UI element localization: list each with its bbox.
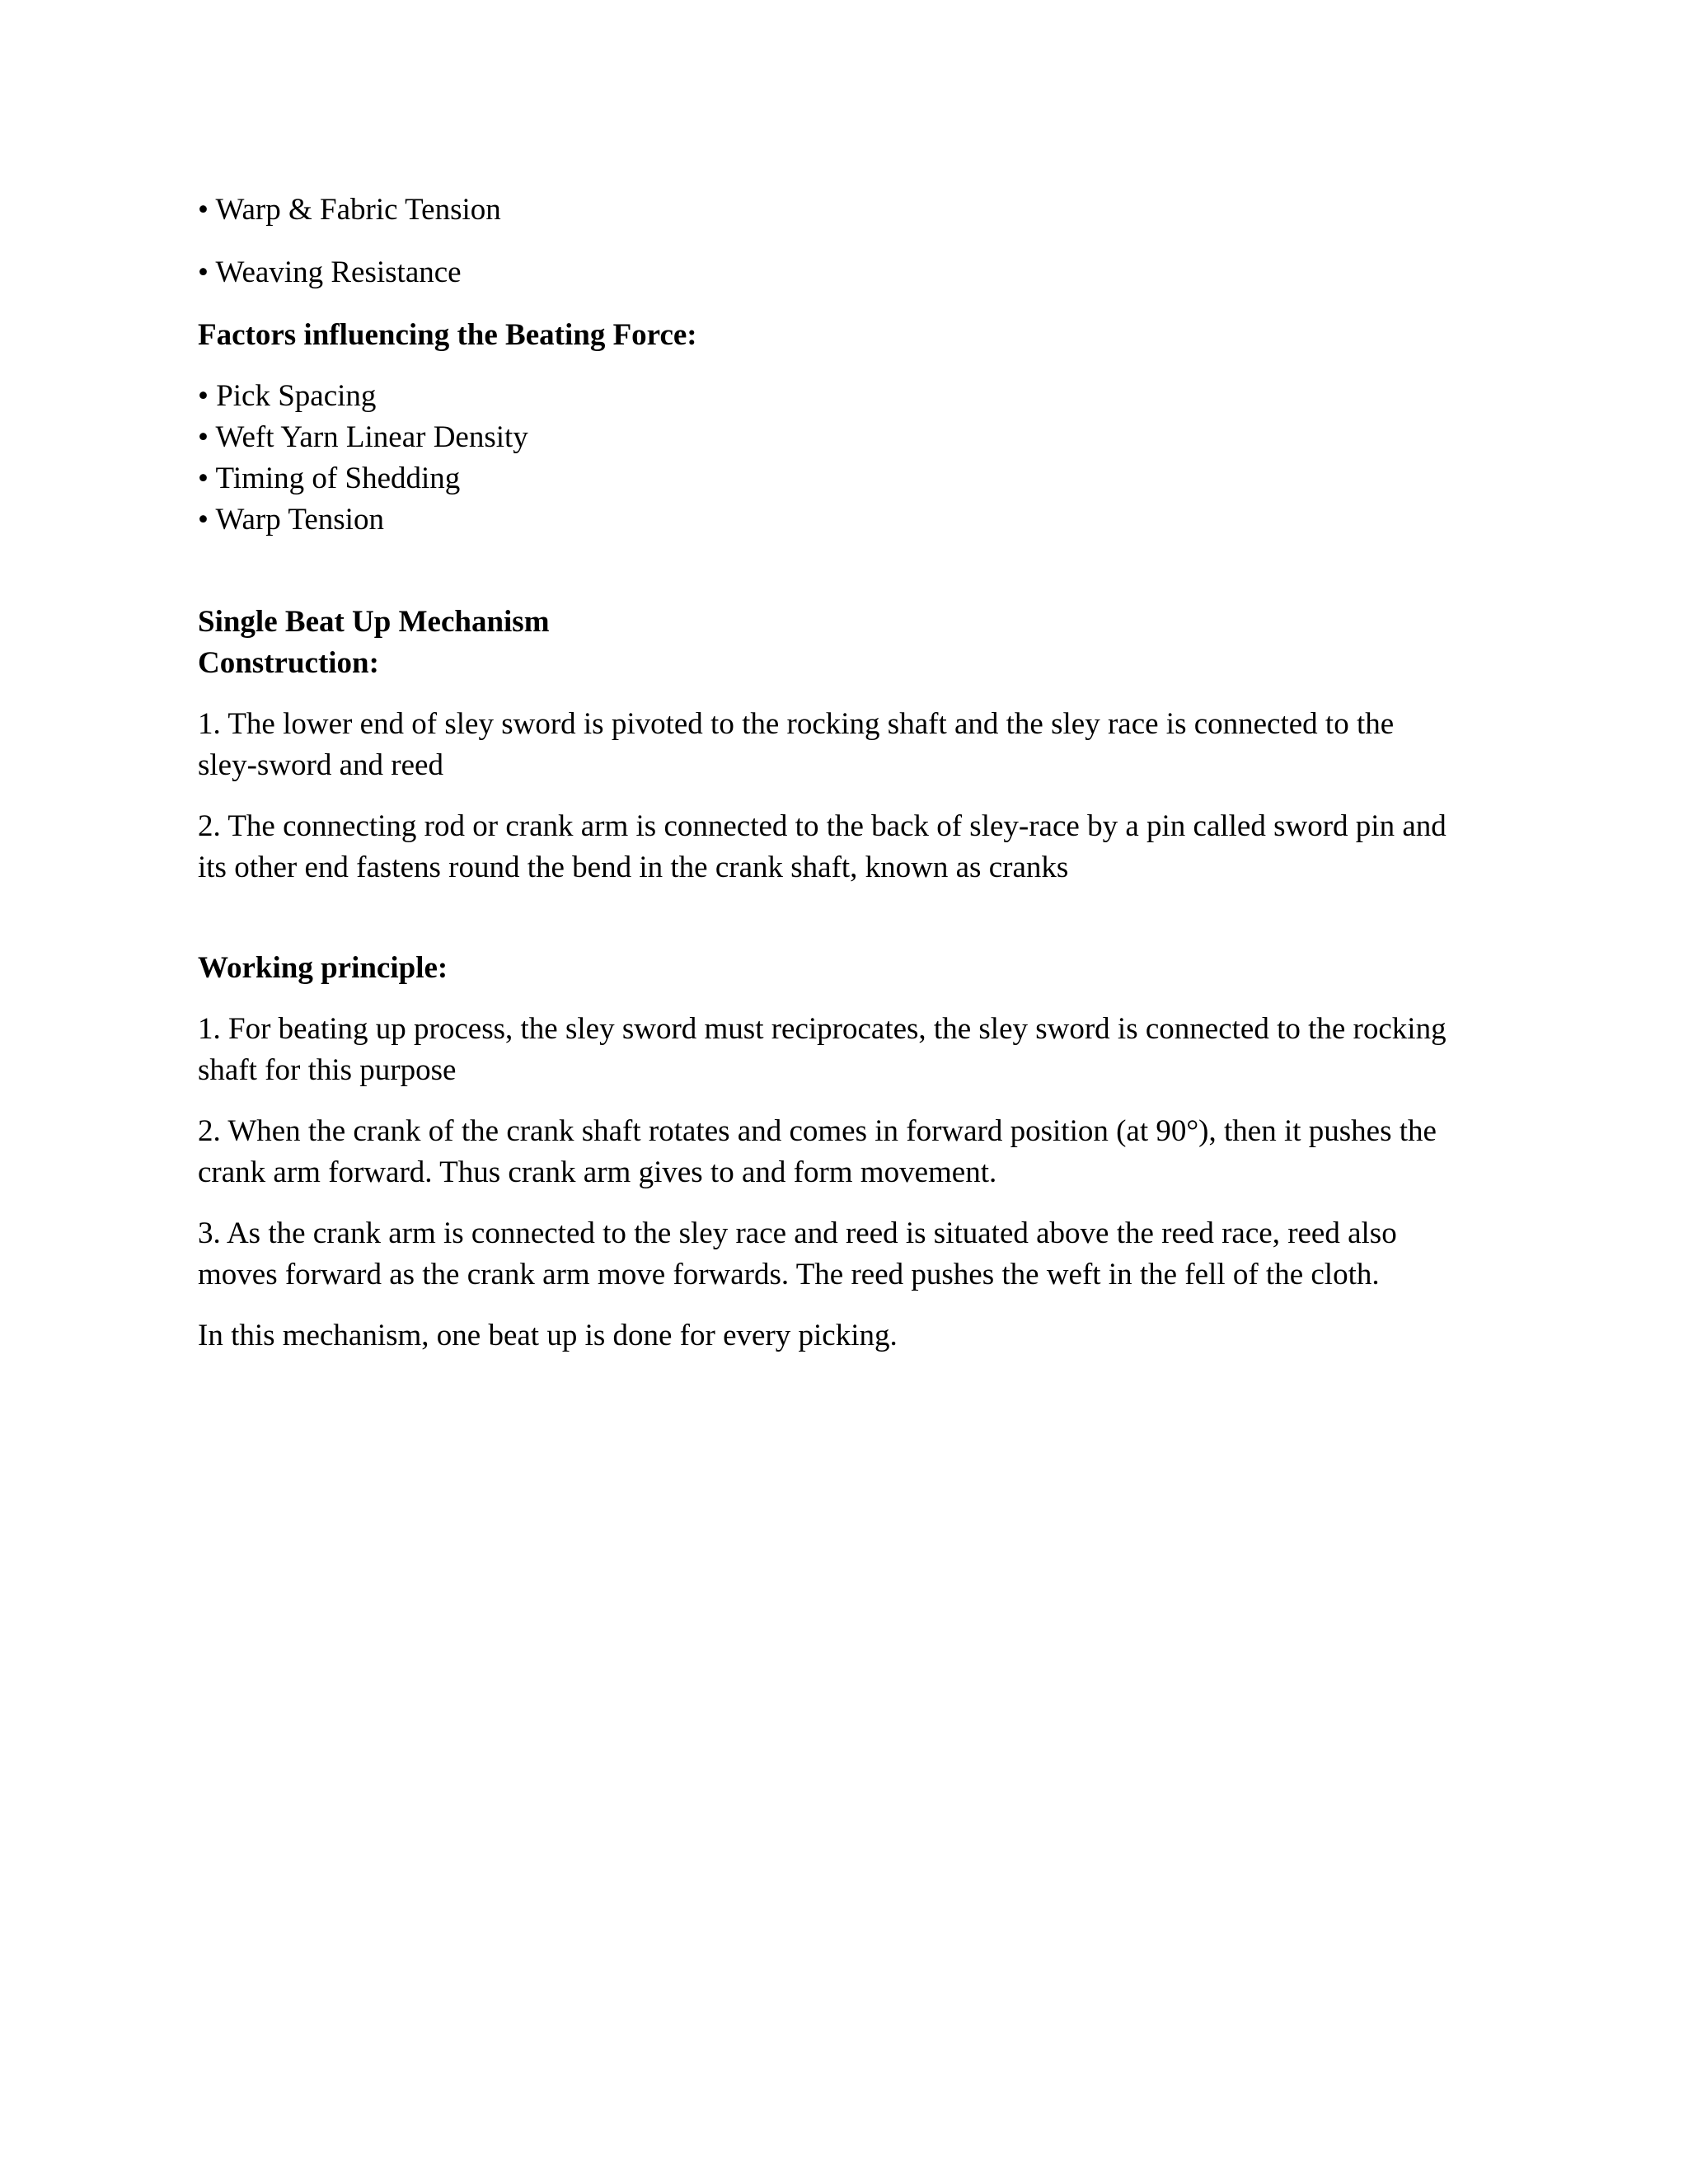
working-item: 3. As the crank arm is connected to the sley race and reed is situated above the reed race, reed also moves forward as the crank arm move forwards. The reed pushes the weft in the fell of the cloth. [198, 1216, 1397, 1291]
construction-item: 1. The lower end of sley sword is pivoted to the rocking shaft and the sley race is connected to the sley-sword and reed [198, 707, 1395, 782]
factor-item: • Warp Tension [198, 503, 384, 537]
factors-list [198, 376, 1459, 541]
factor-item: • Weft Yarn Linear Density [198, 420, 528, 454]
working-heading: Working principle: [198, 951, 448, 985]
working-item: 1. For beating up process, the sley sword must reciprocates, the sley sword is connected to the rocking shaft for this purpose [198, 1012, 1447, 1087]
factor-item: • Pick Spacing [198, 379, 377, 413]
bullet-weaving-resistance: • Weaving Resistance [198, 255, 462, 289]
factor-item: • Timing of Shedding [198, 462, 461, 495]
single-beat-title: Single Beat Up Mechanism [198, 605, 550, 639]
document-page [198, 190, 1459, 1357]
closing-paragraph: In this mechanism, one beat up is done for every picking. [198, 1319, 898, 1352]
construction-heading: Construction: [198, 646, 379, 680]
construction-item: 2. The connecting rod or crank arm is connected to the back of sley-race by a pin called sword pin and its other end fastens round the bend in the crank shaft, known as cranks [198, 809, 1447, 884]
factors-heading: Factors influencing the Beating Force: [198, 318, 697, 352]
bullet-warp-fabric-tension: • Warp & Fabric Tension [198, 193, 501, 227]
working-item: 2. When the crank of the crank shaft rotates and comes in forward position (at 90°), then it pushes the crank arm forward. Thus crank arm gives to and form movement. [198, 1114, 1437, 1189]
